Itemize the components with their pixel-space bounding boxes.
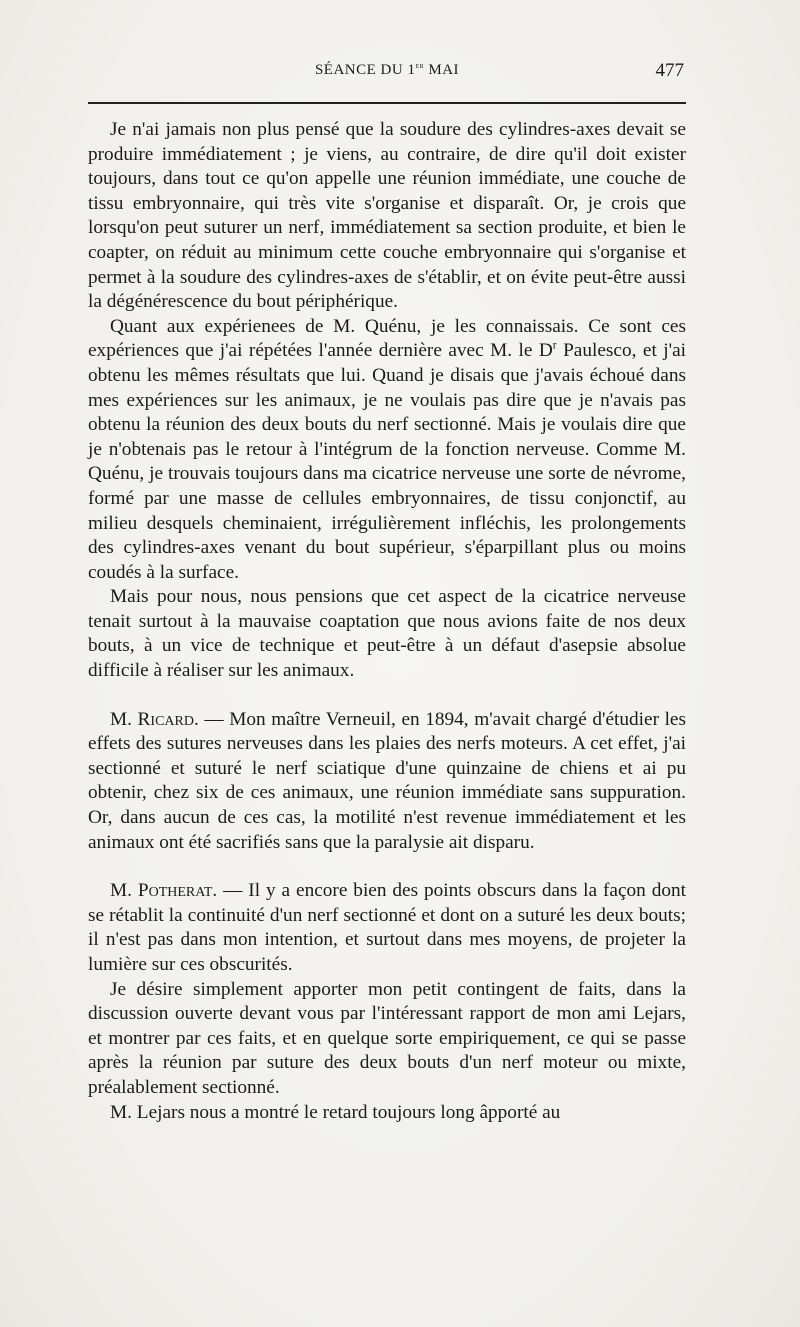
page-number: 477 bbox=[655, 60, 684, 81]
paragraph bbox=[88, 315, 686, 586]
running-title-text: SÉANCE DU 1 bbox=[314, 62, 416, 78]
paragraph-text: Quant aux expérienees de M. Quénu, je les connaissais. Ce sont ces expériences que j'ai répétées l'année dernière avec M. le D bbox=[88, 315, 686, 362]
body-text bbox=[88, 118, 686, 1125]
superscript: r bbox=[552, 338, 557, 352]
running-title bbox=[88, 62, 686, 79]
section-gap bbox=[88, 855, 686, 879]
paragraph-text: — Mon maître Verneuil, en 1894, m'avait chargé d'étudier les effets des sutures nerveuses dans les plaies des nerfs moteurs. A cet effet, j'ai sectionné et suturé le nerf sciatique d'une quinzaine de chiens et ai pu obtenir, chez six de ces animaux, une réunion immédiate sans suppuration. Or, dans aucun de ces cas, la motilité n'est revenue immédiatement et les animaux ont été sacrifiés sans que la paralysie ait disparu. bbox=[88, 708, 686, 853]
paragraph: Je n'ai jamais non plus pensé que la soudure des cylindres-axes devait se produire immédiatement ; je viens, au contraire, de dire qu'il doit exister toujours, dans tout ce qu'on appelle une réunion immédiate, une couche de tissu embryonnaire, qui très vite s'organise et disparaît. Or, je crois que lorsqu'on peut suturer un nerf, immédiatement sa section produite, et bien le coapter, on réduit au minimum cette couche embryonnaire qui s'organise et permet à la soudure des cylindres-axes de s'établir, et on évite peut-être aussi la dégénérescence du bout périphérique. bbox=[88, 119, 686, 313]
paragraph-text: — Il y a encore bien des points obscurs dans la façon dont se rétablit la continuité d'un nerf sectionné et dont on a suturé les deux bouts; il n'est pas dans mon intention, et surtout dans mes moyens, de projeter la lumière sur ces obscurités. bbox=[88, 880, 686, 975]
paragraph-ricard bbox=[88, 708, 686, 856]
paragraph: M. Lejars nous a montré le retard toujours long âpporté au bbox=[110, 1101, 561, 1123]
paragraph: Mais pour nous, nous pensions que cet aspect de la cicatrice nerveuse tenait surtout à la mauvaise coaptation que nous avions faite de nos deux bouts, à un vice de technique et peut-être à un défaut d'asepsie absolue difficile à réaliser sur les animaux. bbox=[88, 586, 686, 682]
section-gap bbox=[88, 684, 686, 708]
running-title-superscript: er bbox=[415, 60, 425, 70]
page-header bbox=[88, 62, 686, 90]
speaker-name: M. Ricard. bbox=[110, 708, 199, 730]
header-rule bbox=[88, 102, 686, 104]
paragraph-potherat bbox=[88, 879, 686, 977]
paragraph-text: Paulesco, et j'ai obtenu les mêmes résultats que lui. Quand je disais que j'avais échoué dans mes expériences sur les animaux, je ne voulais pas dire que je n'avais pas obtenu la réunion des deux bouts du nerf sectionné. Mais je voulais dire que je n'obtenais pas le retour à l'intégrum de la fonction nerveuse. Comme M. Quénu, je trouvais toujours dans ma cicatrice nerveuse une sorte de névrome, formé par une masse de cellules embryonnaires, de tissu conjonctif, au milieu desquels cheminaient, irrégulièrement infléchis, les prolongements des cylindres-axes venant du bout supérieur, s'éparpillant plus ou moins coudés à la surface. bbox=[88, 340, 686, 583]
speaker-name: M. Potherat. bbox=[110, 880, 218, 902]
running-title-month: MAI bbox=[424, 62, 460, 78]
paragraph: Je désire simplement apporter mon petit contingent de faits, dans la discussion ouverte devant vous par l'intéressant rapport de mon ami Lejars, et montrer par ces faits, et en quelque sorte empiriquement, ce qui se passe après la réunion par suture des deux bouts d'un nerf moteur ou mixte, préalablement sectionné. bbox=[88, 978, 686, 1098]
